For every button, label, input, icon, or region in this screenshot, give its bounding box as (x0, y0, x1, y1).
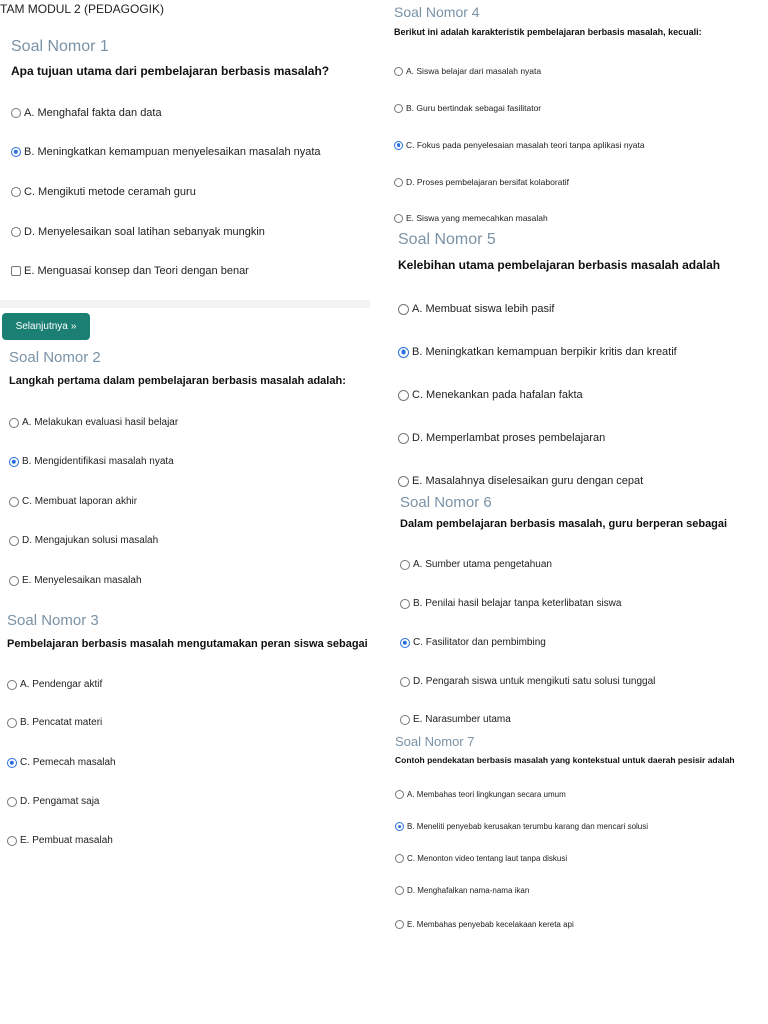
radio-icon[interactable] (394, 67, 403, 76)
q1-option-a[interactable]: A. Menghafal fakta dan data (11, 107, 162, 119)
q3-option-d[interactable]: D. Pengamat saja (7, 796, 100, 807)
q5-option-a[interactable]: A. Membuat siswa lebih pasif (398, 303, 554, 315)
radio-icon[interactable] (395, 790, 404, 799)
q6-option-a[interactable]: A. Sumber utama pengetahuan (400, 559, 552, 570)
radio-icon[interactable] (11, 108, 21, 118)
question-3-text: Pembelajaran berbasis masalah mengutamakan peran siswa sebagai (7, 638, 368, 650)
radio-icon[interactable] (9, 497, 19, 507)
q7-option-a[interactable]: A. Membahas teori lingkungan secara umum (395, 790, 566, 799)
q6-option-b[interactable]: B. Penilai hasil belajar tanpa keterlibatan siswa (400, 598, 621, 609)
radio-icon[interactable] (400, 560, 410, 570)
radio-icon[interactable] (11, 266, 21, 276)
radio-icon[interactable] (400, 715, 410, 725)
radio-icon[interactable] (7, 836, 17, 846)
radio-checked-icon[interactable] (7, 758, 17, 768)
radio-icon[interactable] (11, 227, 21, 237)
section-divider (0, 300, 370, 308)
radio-icon[interactable] (400, 677, 410, 687)
radio-icon[interactable] (394, 214, 403, 223)
radio-checked-icon[interactable] (9, 457, 19, 467)
radio-icon[interactable] (9, 576, 19, 586)
question-5-text: Kelebihan utama pembelajaran berbasis masalah adalah (398, 258, 721, 272)
q2-option-e[interactable]: E. Menyelesaikan masalah (9, 575, 142, 586)
q3-option-c[interactable]: C. Pemecah masalah (7, 757, 116, 768)
question-3-title: Soal Nomor 3 (7, 612, 99, 629)
q7-option-b[interactable]: B. Meneliti penyebab kerusakan terumbu karang dan mencari solusi (395, 822, 648, 831)
radio-icon[interactable] (7, 680, 17, 690)
q4-option-a[interactable]: A. Siswa belajar dari masalah nyata (394, 66, 541, 76)
radio-checked-icon[interactable] (400, 638, 410, 648)
q4-option-b[interactable]: B. Guru bertindak sebagai fasilitator (394, 103, 541, 113)
radio-checked-icon[interactable] (395, 822, 404, 831)
q5-option-d[interactable]: D. Memperlambat proses pembelajaran (398, 432, 605, 444)
q2-option-a[interactable]: A. Melakukan evaluasi hasil belajar (9, 417, 178, 428)
q4-option-e[interactable]: E. Siswa yang memecahkan masalah (394, 213, 548, 223)
double-chevron-right-icon: » (70, 321, 77, 332)
question-7-text: Contoh pendekatan berbasis masalah yang kontekstual untuk daerah pesisir adalah (395, 755, 735, 765)
question-5-title: Soal Nomor 5 (398, 231, 496, 248)
q5-option-e[interactable]: E. Masalahnya diselesaikan guru dengan cepat (398, 475, 643, 487)
question-6-title: Soal Nomor 6 (400, 494, 492, 511)
q2-option-d[interactable]: D. Mengajukan solusi masalah (9, 535, 158, 546)
question-1-text: Apa tujuan utama dari pembelajaran berbasis masalah? (11, 64, 330, 78)
q7-option-d[interactable]: D. Menghafalkan nama-nama ikan (395, 886, 529, 895)
radio-checked-icon[interactable] (398, 347, 409, 358)
q1-option-b[interactable]: B. Meningkatkan kemampuan menyelesaikan masalah nyata (11, 146, 321, 158)
radio-checked-icon[interactable] (394, 141, 403, 150)
q1-option-c[interactable]: C. Mengikuti metode ceramah guru (11, 186, 196, 198)
radio-icon[interactable] (398, 433, 409, 444)
question-4-text: Berikut ini adalah karakteristik pembelajaran berbasis masalah, kecuali: (394, 27, 702, 37)
q7-option-c[interactable]: C. Menonton video tentang laut tanpa diskusi (395, 854, 567, 863)
radio-icon[interactable] (400, 599, 410, 609)
q5-option-c[interactable]: C. Menekankan pada hafalan fakta (398, 389, 583, 401)
q2-option-c[interactable]: C. Membuat laporan akhir (9, 496, 137, 507)
question-1-title: Soal Nomor 1 (11, 38, 109, 55)
question-2-title: Soal Nomor 2 (9, 349, 101, 366)
q6-option-c[interactable]: C. Fasilitator dan pembimbing (400, 637, 546, 648)
radio-icon[interactable] (9, 536, 19, 546)
q3-option-b[interactable]: B. Pencatat materi (7, 717, 102, 728)
q6-option-d[interactable]: D. Pengarah siswa untuk mengikuti satu solusi tunggal (400, 676, 655, 687)
radio-icon[interactable] (394, 104, 403, 113)
radio-icon[interactable] (395, 886, 404, 895)
radio-icon[interactable] (395, 854, 404, 863)
q7-option-e[interactable]: E. Membahas penyebab kecelakaan kereta api (395, 920, 574, 929)
radio-icon[interactable] (398, 390, 409, 401)
q4-option-c[interactable]: C. Fokus pada penyelesaian masalah teori tanpa aplikasi nyata (394, 140, 645, 150)
question-7-title: Soal Nomor 7 (395, 734, 475, 749)
q3-option-e[interactable]: E. Pembuat masalah (7, 835, 113, 846)
q4-option-d[interactable]: D. Proses pembelajaran bersifat kolaboratif (394, 177, 569, 187)
radio-checked-icon[interactable] (11, 147, 21, 157)
radio-icon[interactable] (9, 418, 19, 428)
next-button[interactable]: Selanjutnya » (2, 313, 90, 340)
radio-icon[interactable] (7, 718, 17, 728)
q2-option-b[interactable]: B. Mengidentifikasi masalah nyata (9, 456, 174, 467)
question-6-text: Dalam pembelajaran berbasis masalah, guru berperan sebagai (400, 518, 728, 530)
q3-option-a[interactable]: A. Pendengar aktif (7, 679, 102, 690)
radio-icon[interactable] (398, 476, 409, 487)
radio-icon[interactable] (11, 187, 21, 197)
question-2-text: Langkah pertama dalam pembelajaran berbasis masalah adalah: (9, 375, 346, 387)
question-4-title: Soal Nomor 4 (394, 4, 480, 20)
q1-option-e[interactable]: E. Menguasai konsep dan Teori dengan benar (11, 265, 249, 277)
radio-icon[interactable] (7, 797, 17, 807)
radio-icon[interactable] (394, 178, 403, 187)
q6-option-e[interactable]: E. Narasumber utama (400, 714, 511, 725)
q1-option-d[interactable]: D. Menyelesaikan soal latihan sebanyak mungkin (11, 226, 265, 238)
q5-option-b[interactable]: B. Meningkatkan kemampuan berpikir kritis dan kreatif (398, 346, 677, 358)
radio-icon[interactable] (398, 304, 409, 315)
radio-icon[interactable] (395, 920, 404, 929)
page-header: TAM MODUL 2 (PEDAGOGIK) (0, 2, 165, 16)
